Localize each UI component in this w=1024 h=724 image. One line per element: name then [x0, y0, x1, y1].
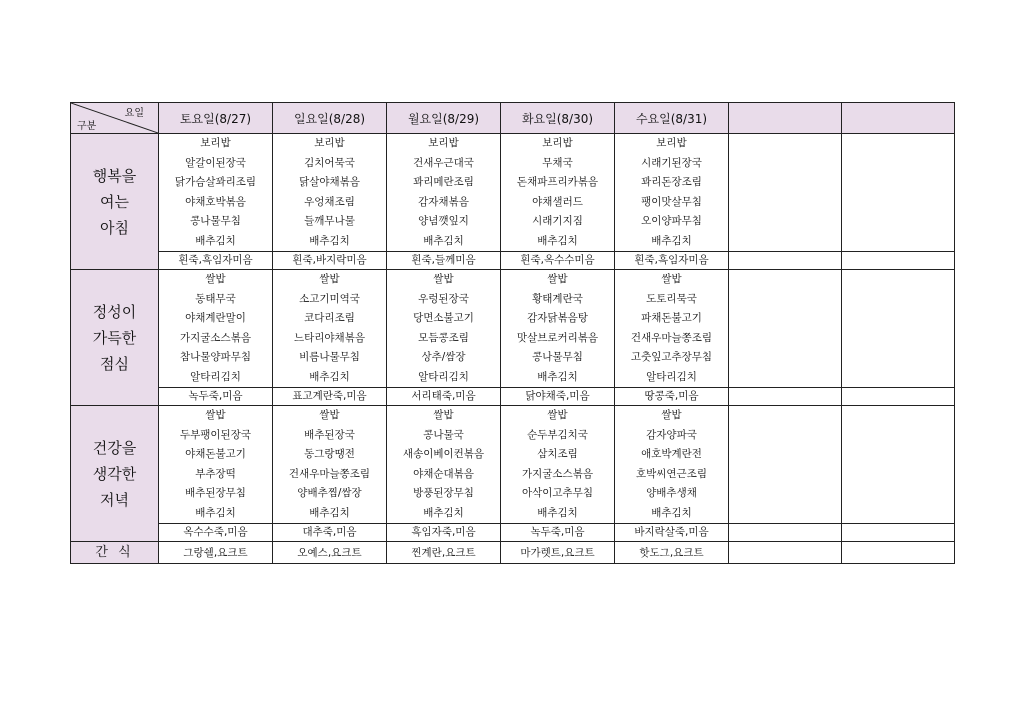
porridge-row	[71, 252, 955, 270]
menu-item: 비름나물무침	[299, 351, 360, 363]
menu-item: 건새우마늘쫑조림	[288, 467, 371, 480]
porridge-row	[71, 388, 955, 406]
menu-item: 건새우마늘쫑조림	[630, 331, 713, 344]
porridge-cell: 옥수수죽,미음	[159, 524, 273, 542]
porridge-cell	[729, 388, 842, 406]
snack-label: 간 식	[71, 542, 159, 564]
menu-item: 쌀밥	[661, 409, 682, 421]
menu-item: 오이양파무침	[641, 215, 702, 227]
menu-cell	[615, 134, 729, 252]
menu-cell	[729, 406, 842, 524]
porridge-cell: 녹두죽,미음	[159, 388, 273, 406]
snack-cell: 찐계란,요크트	[387, 542, 501, 564]
menu-item: 양념깻잎지	[418, 215, 469, 227]
meal-label-line: 점심	[100, 354, 129, 373]
day-header: 토요일(8/27)	[159, 103, 273, 134]
menu-item: 새송이베이컨볶음	[402, 448, 485, 460]
menu-item: 쌀밥	[433, 409, 454, 421]
porridge-cell: 흰죽,옥수수미음	[501, 252, 615, 270]
menu-item: 고춧잎고추장무침	[630, 351, 713, 363]
menu-item: 보리밥	[200, 137, 231, 149]
menu-item: 황태계란국	[532, 292, 583, 305]
menu-item: 알타리김치	[190, 370, 241, 383]
day-header: 월요일(8/29)	[387, 103, 501, 134]
menu-item: 배추김치	[537, 234, 578, 247]
meal-label	[71, 406, 159, 542]
porridge-cell: 흰죽,들께미음	[387, 252, 501, 270]
meal-row	[71, 134, 955, 252]
menu-cell	[842, 406, 955, 524]
menu-item: 쌀밥	[547, 273, 568, 285]
menu-item: 배추김치	[309, 234, 350, 247]
day-header: 화요일(8/30)	[501, 103, 615, 134]
snack-cell: 핫도그,요크트	[615, 542, 729, 564]
menu-item: 참나물양파무침	[179, 351, 251, 363]
menu-item: 야채순대볶음	[413, 467, 474, 480]
menu-item: 쌀밥	[547, 409, 568, 421]
snack-cell	[729, 542, 842, 564]
menu-item: 가지굴소스볶음	[521, 467, 593, 480]
menu-item: 팽이맛살무침	[641, 195, 702, 208]
menu-item: 야채샐러드	[532, 195, 583, 208]
meal-label-line: 저녁	[100, 490, 129, 509]
menu-item: 김치어묵국	[304, 156, 355, 169]
porridge-cell	[842, 524, 955, 542]
menu-item: 애호박계란전	[641, 448, 702, 460]
snack-cell	[842, 542, 955, 564]
menu-cell	[729, 270, 842, 388]
menu-item: 야채계란말이	[185, 312, 246, 324]
day-header: 일요일(8/28)	[273, 103, 387, 134]
porridge-cell: 흰죽,흑임자미음	[159, 252, 273, 270]
menu-item: 코다리조림	[304, 312, 355, 324]
meal-label-line: 건강을	[92, 438, 137, 457]
menu-item: 시래기된장국	[641, 156, 702, 169]
menu-item: 배추김치	[309, 506, 350, 519]
porridge-cell	[729, 252, 842, 270]
menu-item: 모듬콩조림	[418, 331, 469, 344]
menu-item: 쌀밥	[205, 273, 226, 285]
menu-item: 감자채볶음	[418, 195, 469, 208]
menu-item: 아삭이고추무침	[521, 487, 593, 499]
menu-item: 당면소불고기	[413, 312, 474, 324]
menu-item: 배추김치	[195, 234, 236, 247]
menu-item: 동그랑땡전	[304, 448, 355, 460]
snack-cell: 마가렛트,요크트	[501, 542, 615, 564]
porridge-cell	[729, 524, 842, 542]
menu-item: 콩나물국	[423, 428, 464, 441]
menu-item: 맛살브로커리볶음	[516, 331, 599, 344]
menu-cell	[273, 406, 387, 524]
menu-item: 파채돈불고기	[641, 312, 702, 324]
menu-item: 동태무국	[195, 292, 236, 305]
day-header	[729, 103, 842, 134]
snack-cell: 그랑쉘,요크트	[159, 542, 273, 564]
menu-item: 배추김치	[651, 234, 692, 247]
menu-cell	[615, 270, 729, 388]
corner-day-label: 요일	[124, 108, 144, 119]
menu-item: 닭가슴살꽈리조림	[174, 176, 257, 188]
menu-item: 보리밥	[656, 137, 687, 149]
day-header: 수요일(8/31)	[615, 103, 729, 134]
porridge-row	[71, 524, 955, 542]
porridge-cell: 바지락살죽,미음	[615, 524, 729, 542]
menu-cell	[273, 134, 387, 252]
menu-item: 보리밥	[428, 137, 459, 149]
menu-item: 돈채파프리카볶음	[516, 176, 599, 188]
porridge-cell: 흑임자죽,미음	[387, 524, 501, 542]
menu-item: 배추김치	[537, 506, 578, 519]
menu-cell	[615, 406, 729, 524]
menu-item: 순두부김치국	[527, 428, 588, 441]
menu-cell	[501, 406, 615, 524]
porridge-cell: 서리태죽,미음	[387, 388, 501, 406]
corner-category-label: 구분	[77, 121, 97, 132]
menu-item: 상추/쌈장	[421, 351, 466, 363]
menu-item: 콩나물무침	[190, 215, 241, 227]
menu-cell	[842, 270, 955, 388]
menu-item: 호박씨연근조림	[635, 467, 707, 480]
meal-row	[71, 406, 955, 524]
header-row	[71, 103, 955, 134]
menu-item: 배추된장국	[304, 428, 355, 441]
menu-cell	[159, 134, 273, 252]
menu-item: 배추김치	[195, 506, 236, 519]
menu-item: 보리밥	[314, 137, 345, 149]
menu-item: 꽈리돈장조림	[641, 176, 702, 188]
meal-label-line: 가득한	[92, 328, 137, 347]
menu-item: 시래기지짐	[532, 215, 583, 227]
menu-cell	[159, 406, 273, 524]
meal-label-line: 행복을	[92, 166, 137, 185]
meal-row	[71, 270, 955, 388]
menu-item: 무채국	[542, 156, 573, 169]
menu-item: 들깨무나물	[304, 215, 355, 227]
menu-item: 양배추찜/쌈장	[297, 487, 362, 499]
menu-item: 가지굴소스볶음	[179, 331, 251, 344]
meal-label-line: 여는	[100, 192, 129, 211]
menu-item: 야채호박볶음	[185, 195, 246, 208]
menu-item: 배추김치	[651, 506, 692, 519]
menu-item: 우렁된장국	[418, 292, 469, 305]
menu-item: 보리밥	[542, 137, 573, 149]
porridge-cell	[842, 388, 955, 406]
menu-item: 두부팽이된장국	[179, 428, 251, 441]
menu-item: 도토리묵국	[646, 292, 697, 305]
menu-item: 쌀밥	[205, 409, 226, 421]
snack-row	[71, 542, 955, 564]
meal-label	[71, 270, 159, 406]
menu-cell	[842, 134, 955, 252]
menu-item: 배추김치	[423, 234, 464, 247]
meal-label	[71, 134, 159, 270]
meal-label-line: 생각한	[92, 464, 137, 483]
menu-cell	[273, 270, 387, 388]
menu-item: 쌀밥	[319, 409, 340, 421]
corner-header	[71, 103, 159, 134]
menu-item: 배추김치	[537, 370, 578, 383]
menu-item: 배추된장무침	[185, 487, 246, 499]
menu-item: 배추김치	[423, 506, 464, 519]
menu-item: 느타리야채볶음	[293, 331, 365, 344]
menu-cell	[387, 134, 501, 252]
menu-item: 알타리김치	[418, 370, 469, 383]
menu-cell	[501, 134, 615, 252]
menu-cell	[387, 270, 501, 388]
menu-item: 꽈리메란조림	[413, 176, 474, 188]
menu-item: 감자닭볶음탕	[527, 312, 588, 324]
menu-item: 방풍된장무침	[413, 487, 474, 499]
weekly-meal-table	[70, 102, 955, 564]
porridge-cell: 대추죽,미음	[273, 524, 387, 542]
menu-item: 쌀밥	[319, 273, 340, 285]
menu-item: 우엉채조림	[304, 195, 355, 208]
porridge-cell: 흰죽,바지락미음	[273, 252, 387, 270]
menu-cell	[729, 134, 842, 252]
menu-item: 쌀밥	[433, 273, 454, 285]
menu-cell	[159, 270, 273, 388]
menu-item: 소고기미역국	[299, 292, 360, 305]
menu-item: 부추장떡	[195, 467, 236, 480]
menu-item: 닭살야채볶음	[299, 176, 360, 188]
menu-item: 알갈이된장국	[185, 156, 246, 169]
meal-label-line: 아침	[100, 218, 129, 237]
menu-item: 콩나물무침	[532, 351, 583, 363]
porridge-cell: 닭야채죽,미음	[501, 388, 615, 406]
porridge-cell: 표고계란죽,미음	[273, 388, 387, 406]
snack-cell: 오예스,요크트	[273, 542, 387, 564]
menu-item: 삼치조림	[537, 448, 578, 460]
menu-item: 알타리김치	[646, 370, 697, 383]
menu-item: 쌀밥	[661, 273, 682, 285]
porridge-cell: 녹두죽,미음	[501, 524, 615, 542]
menu-item: 건새우근대국	[413, 156, 474, 169]
menu-item: 야채돈불고기	[185, 448, 246, 460]
menu-cell	[387, 406, 501, 524]
menu-item: 배추김치	[309, 370, 350, 383]
meal-label-line: 정성이	[92, 302, 137, 321]
menu-item: 감자양파국	[646, 428, 697, 441]
menu-cell	[501, 270, 615, 388]
day-header	[842, 103, 955, 134]
porridge-cell: 땅콩죽,미음	[615, 388, 729, 406]
porridge-cell: 흰죽,흑임자미음	[615, 252, 729, 270]
menu-item: 양배추생채	[646, 487, 697, 499]
porridge-cell	[842, 252, 955, 270]
